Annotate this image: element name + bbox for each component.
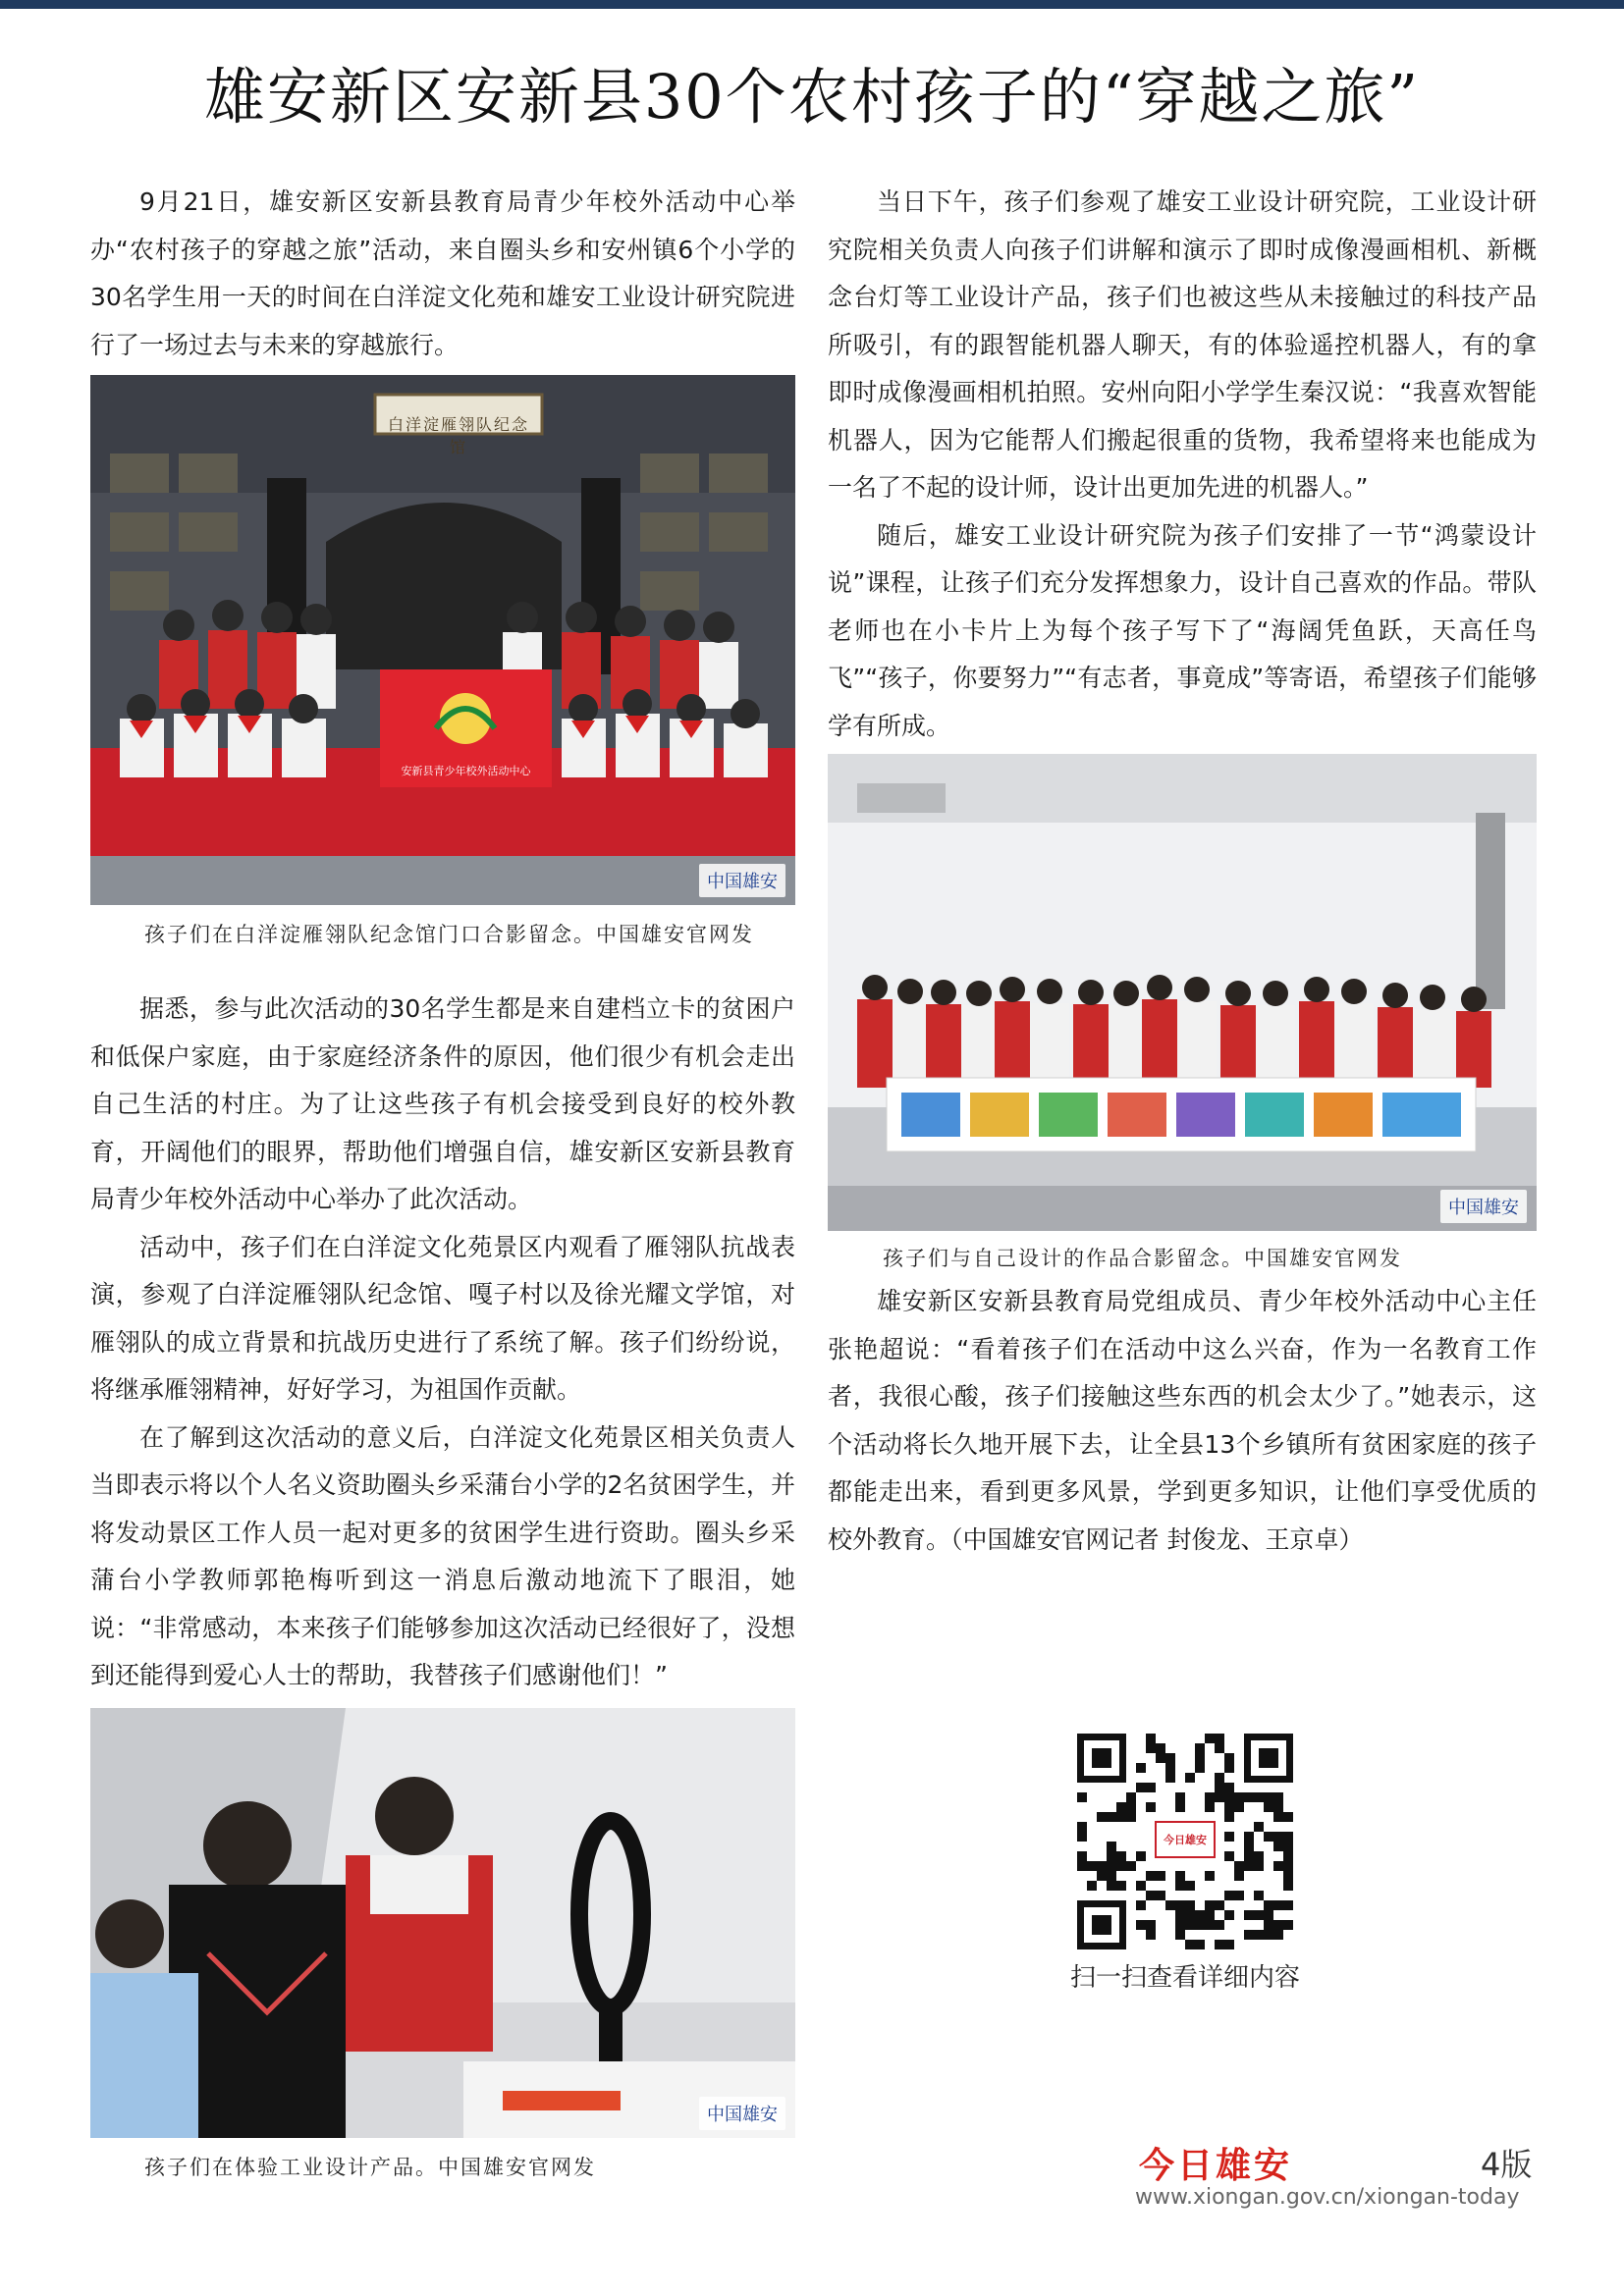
- page-number: 4版: [1481, 2146, 1533, 2183]
- right-paragraph-2: 随后，雄安工业设计研究院为孩子们安排了一节“鸿蒙设计说”课程，让孩子们充分发挥想象力，设计自己喜欢的作品。带队老师也在小卡片上为每个孩子写下了“海阔凭鱼跃，天高任鸟飞”“孩子，你要努力”“有志者，事竟成”等寄语，希望孩子们能够学有所成。: [828, 520, 1537, 740]
- qr-code[interactable]: [1077, 1734, 1293, 1949]
- memorial-sign-text: 白洋淀雁翎队纪念馆: [388, 415, 530, 456]
- design-works-illustration: [828, 754, 1537, 1231]
- brand-logo-text: 今日雄安: [1139, 2145, 1293, 2186]
- right-column: [828, 179, 1537, 1564]
- watermark-logo: 中国雄安: [699, 2097, 785, 2130]
- article-title: 雄安新区安新县30个农村孩子的“穿越之旅”: [203, 61, 1421, 133]
- footer-url[interactable]: www.xiongan.gov.cn/xiongan-today: [1135, 2185, 1520, 2210]
- left-paragraph-3: 活动中，孩子们在白洋淀文化苑景区内观看了雁翎队抗战表演，参观了白洋淀雁翎队纪念馆、嘎子村以及徐光耀文学馆，对雁翎队的成立背景和抗战历史进行了系统了解。孩子们纷纷说，将继承雁翎精神，好好学习，为祖国作贡献。: [90, 1232, 795, 1404]
- left-paragraph-2: 据悉，参与此次活动的30名学生都是来自建档立卡的贫困户和低保户家庭，由于家庭经济条件的原因，他们很少有机会走出自己生活的村庄。为了让这些孩子有机会接受到良好的校外教育，开阔他们的眼界，帮助他们增强自信，雄安新区安新县教育局青少年校外活动中心举办了此次活动。: [90, 994, 795, 1213]
- right-paragraph-1: 当日下午，孩子们参观了雄安工业设计研究院，工业设计研究院相关负责人向孩子们讲解和演示了即时成像漫画相机、新概念台灯等工业设计产品，孩子们也被这些从未接触过的科技产品所吸引，有的跟智能机器人聊天，有的体验遥控机器人，有的拿即时成像漫画相机拍照。安州向阳小学学生秦汉说：“我喜欢智能机器人，因为它能帮人们搬起很重的货物，我希望将来也能成为一名了不起的设计师，设计出更加先进的机器人。”: [828, 187, 1537, 502]
- top-color-bar: [0, 0, 1624, 9]
- photo-design-works: [828, 754, 1537, 1231]
- photo-memorial-group: [90, 375, 795, 905]
- right-paragraph-3: 雄安新区安新县教育局党组成员、青少年校外活动中心主任张艳超说：“看着孩子们在活动中这么兴奋，作为一名教育工作者，我很心酸，孩子们接触这些东西的机会太少了。”她表示，这个活动将长久地开展下去，让全县13个乡镇所有贫困家庭的孩子都能走出来，看到更多风景，学到更多知识，让他们享受优质的校外教育。（中国雄安官网记者 封俊龙、王京卓）: [828, 1287, 1537, 1554]
- photo-caption-1: 孩子们在白洋淀雁翎队纪念馆门口合影留念。中国雄安官网发: [144, 923, 754, 946]
- photo-caption-3: 孩子们在体验工业设计产品。中国雄安官网发: [144, 2155, 596, 2179]
- banner-text: 安新县青少年校外活动中心: [401, 765, 531, 777]
- industrial-design-illustration: [90, 1708, 795, 2138]
- watermark-logo: 中国雄安: [699, 864, 785, 897]
- qr-caption: 扫一扫查看详细内容: [1069, 1963, 1300, 1993]
- left-paragraph-4: 在了解到这次活动的意义后，白洋淀文化苑景区相关负责人当即表示将以个人名义资助圈头乡采蒲台小学的2名贫困学生，并将发动景区工作人员一起对更多的贫困学生进行资助。圈头乡采蒲台小学教师郭艳梅听到这一消息后激动地流下了眼泪，她说：“非常感动，本来孩子们能够参加这次活动已经很好了，没想到还能得到爱心人士的帮助，我替孩子们感谢他们！”: [90, 1422, 795, 1689]
- qr-center-label: 今日雄安: [1164, 1834, 1207, 1846]
- watermark-logo: 中国雄安: [1440, 1190, 1527, 1223]
- photo-caption-2: 孩子们与自己设计的作品合影留念。中国雄安官网发: [883, 1247, 1402, 1270]
- left-column: [90, 179, 795, 2183]
- left-paragraph-1: 9月21日，雄安新区安新县教育局青少年校外活动中心举办“农村孩子的穿越之旅”活动，来自圈头乡和安州镇6个小学的30名学生用一天的时间在白洋淀文化苑和雄安工业设计研究院进行了一场过去与未来的穿越旅行。: [90, 187, 795, 359]
- photo-industrial-design: [90, 1708, 795, 2138]
